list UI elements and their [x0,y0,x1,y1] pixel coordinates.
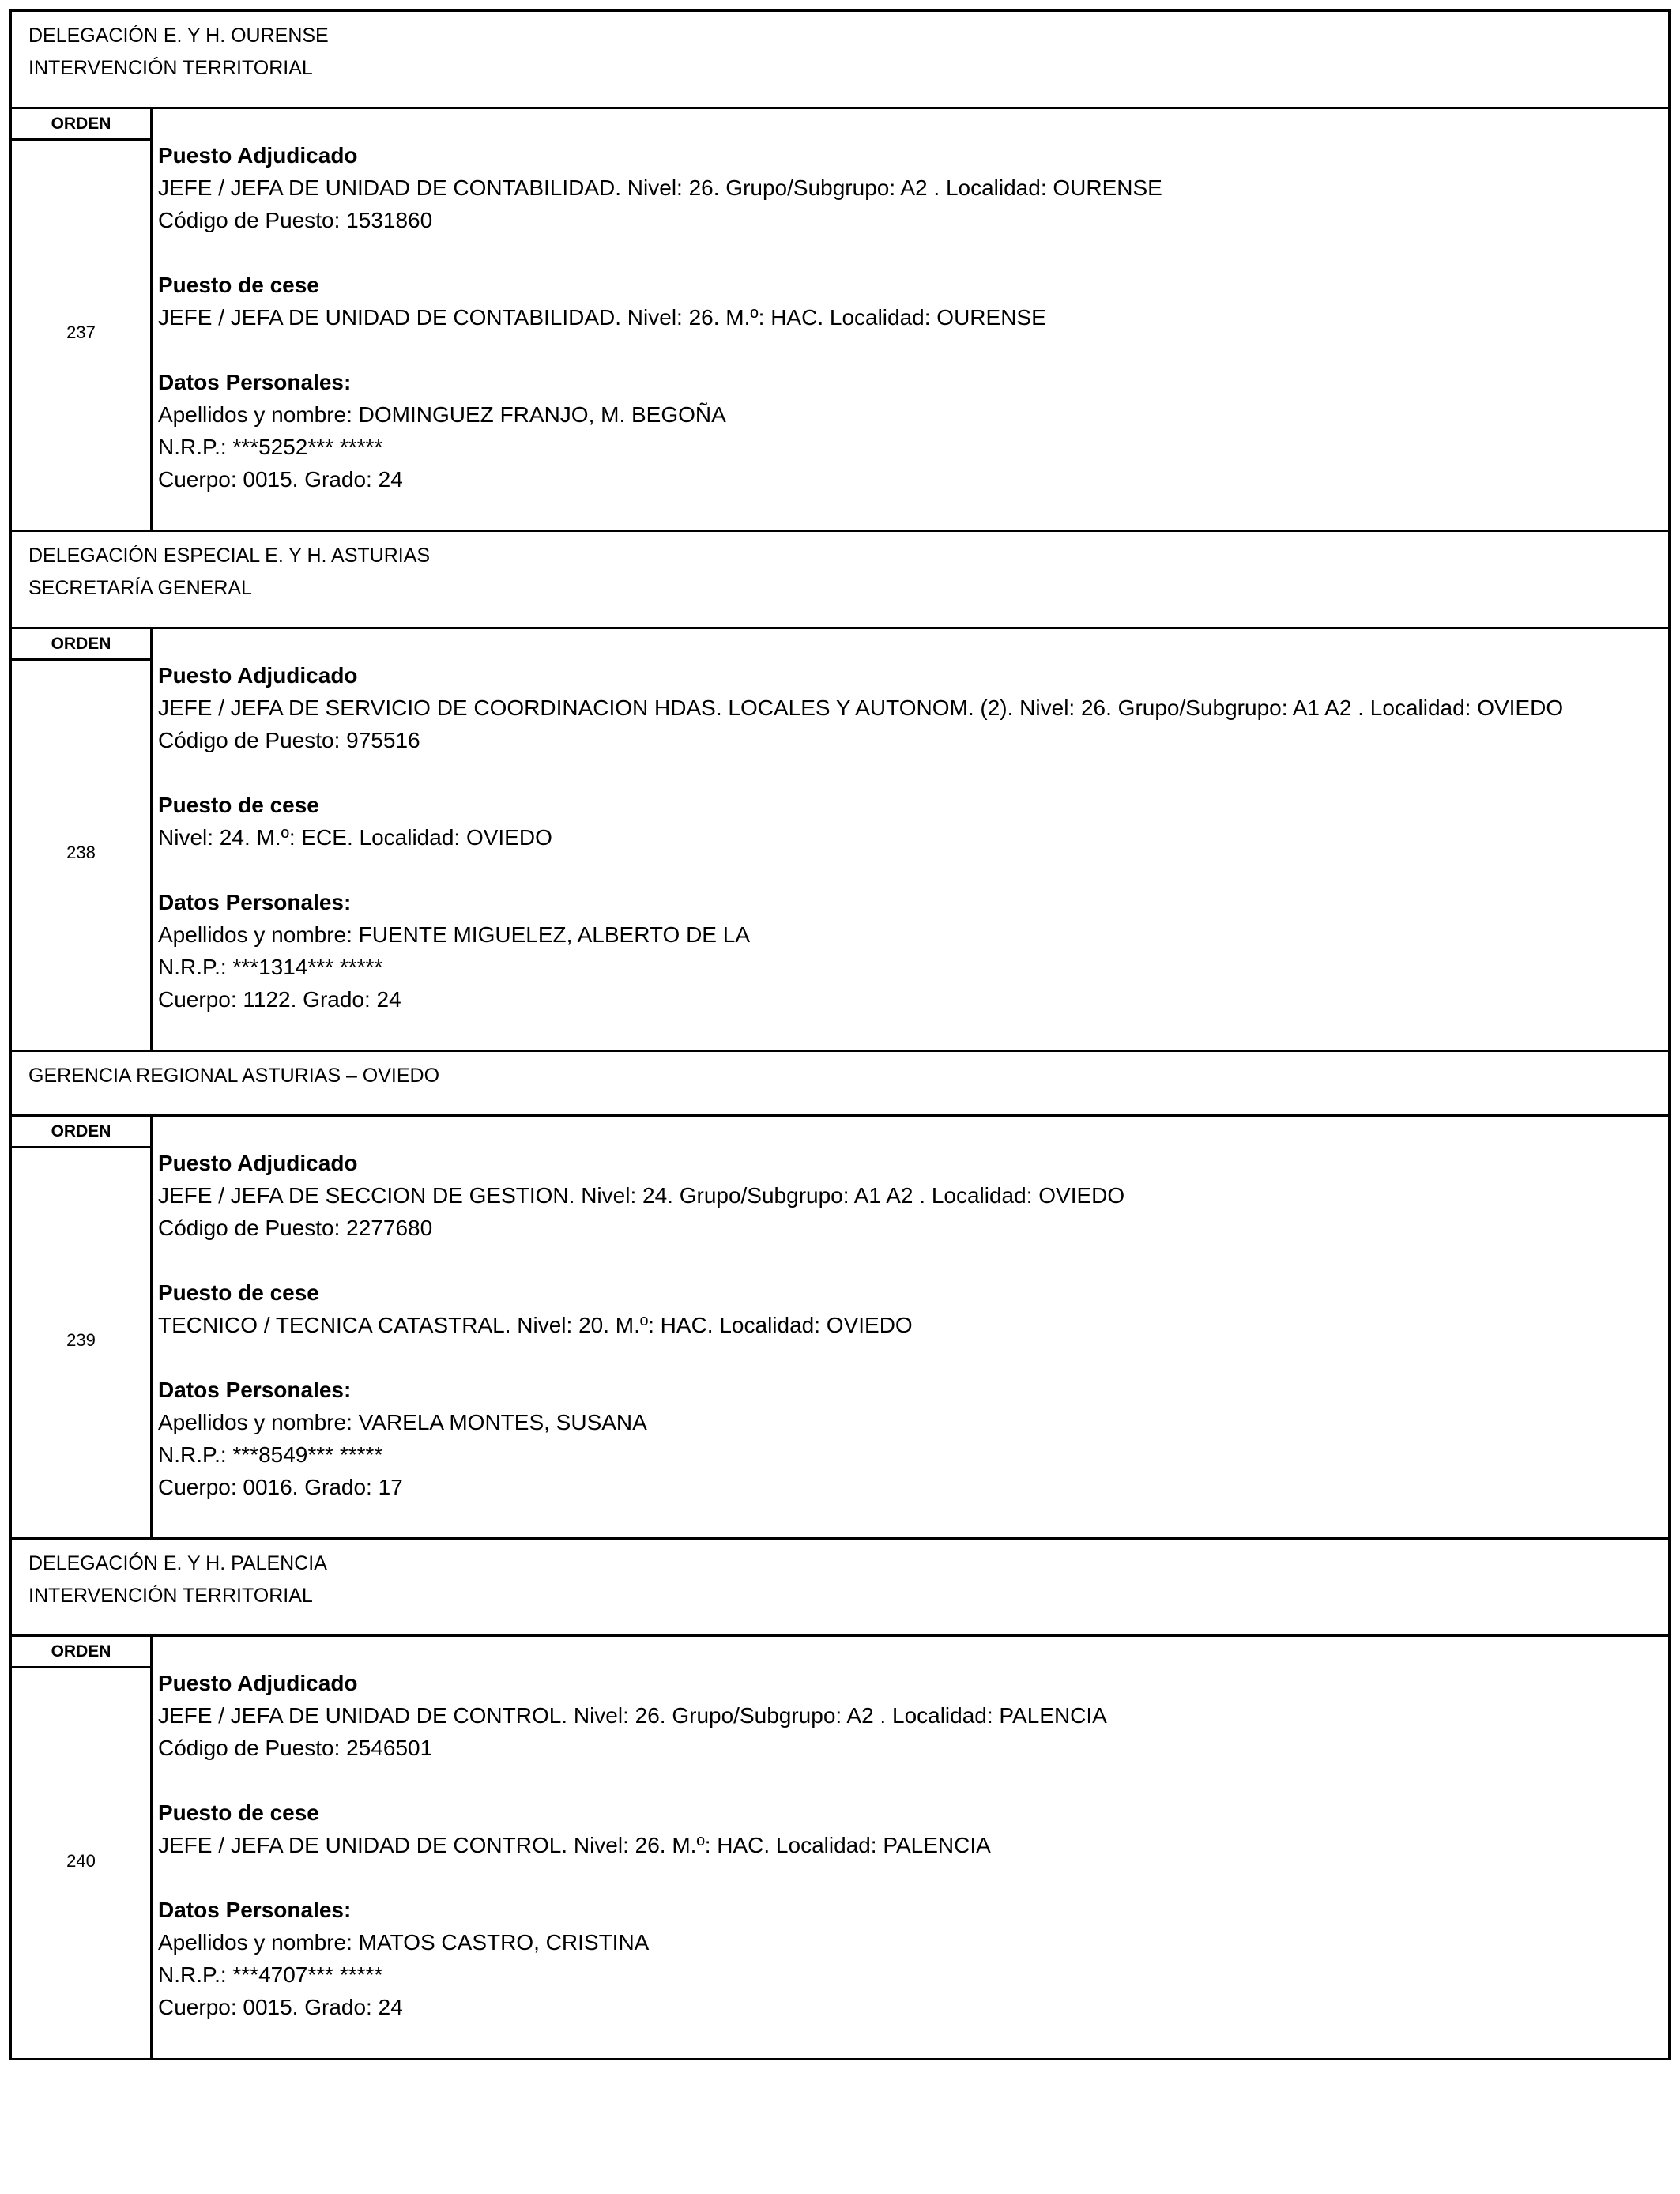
cese-heading: Puesto de cese [158,273,319,297]
adjudicado-heading: Puesto Adjudicado [158,1671,358,1695]
nombre-text: Apellidos y nombre: DOMINGUEZ FRANJO, M. BEGOÑA [158,402,726,427]
entry-details [153,1117,1668,1537]
cuerpo-text: Cuerpo: 0015. Grado: 24 [158,1995,403,2019]
orden-number: 237 [66,322,96,342]
datos-heading: Datos Personales: [158,1378,352,1402]
entry-row [12,629,1668,1052]
organization-name: DELEGACIÓN E. Y H. PALENCIA [28,1552,327,1574]
entry-row [12,1637,1668,2058]
orden-column [12,109,153,530]
cese-heading: Puesto de cese [158,1280,319,1305]
orden-label: ORDEN [12,109,150,141]
adjudicado-heading: Puesto Adjudicado [158,663,358,688]
codigo-text: Código de Puesto: 975516 [158,728,420,752]
organization-name: DELEGACIÓN ESPECIAL E. Y H. ASTURIAS [28,545,431,567]
cese-heading: Puesto de cese [158,793,319,817]
entry-details [153,629,1668,1050]
nrp-text: N.R.P.: ***1314*** ***** [158,955,383,979]
nombre-text: Apellidos y nombre: FUENTE MIGUELEZ, ALBERTO DE LA [158,922,750,947]
datos-heading: Datos Personales: [158,890,352,914]
entry-details [153,1637,1668,2058]
adjudicado-heading: Puesto Adjudicado [158,1151,358,1175]
department-name: INTERVENCIÓN TERRITORIAL [28,1585,313,1607]
cese-text: TECNICO / TECNICA CATASTRAL. Nivel: 20. M.º: HAC. Localidad: OVIEDO [158,1313,913,1337]
orden-column [12,629,153,1050]
orden-column [12,1637,153,2058]
orden-number: 239 [66,1330,96,1350]
cuerpo-text: Cuerpo: 1122. Grado: 24 [158,987,401,1012]
section-header [12,532,1668,629]
datos-heading: Datos Personales: [158,370,352,394]
orden-column [12,1117,153,1537]
nombre-text: Apellidos y nombre: MATOS CASTRO, CRISTINA [158,1930,650,1955]
cese-heading: Puesto de cese [158,1800,319,1825]
orden-number: 240 [66,1850,96,1871]
section-header [12,1540,1668,1637]
adjudicado-text: JEFE / JEFA DE UNIDAD DE CONTABILIDAD. Nivel: 26. Grupo/Subgrupo: A2 . Localidad: OURENSE [158,175,1162,200]
department-name: SECRETARÍA GENERAL [28,577,252,599]
entry-row [12,109,1668,532]
entry-details [153,109,1668,530]
cuerpo-text: Cuerpo: 0015. Grado: 24 [158,467,403,492]
nrp-text: N.R.P.: ***4707*** ***** [158,1962,383,1987]
organization-name: DELEGACIÓN E. Y H. OURENSE [28,25,329,47]
nrp-text: N.R.P.: ***5252*** ***** [158,435,383,459]
datos-heading: Datos Personales: [158,1898,352,1922]
orden-label: ORDEN [12,1117,150,1148]
orden-label: ORDEN [12,1637,150,1668]
department-name: INTERVENCIÓN TERRITORIAL [28,57,313,79]
organization-name: GERENCIA REGIONAL ASTURIAS – OVIEDO [28,1065,440,1087]
adjudicado-text: JEFE / JEFA DE SERVICIO DE COORDINACION HDAS. LOCALES Y AUTONOM. (2). Nivel: 26. Grupo/Subgrupo: A1 A2 . Localidad: OVIEDO [158,696,1564,720]
adjudicado-text: JEFE / JEFA DE UNIDAD DE CONTROL. Nivel: 26. Grupo/Subgrupo: A2 . Localidad: PALENCIA [158,1703,1107,1728]
cese-text: JEFE / JEFA DE UNIDAD DE CONTROL. Nivel: 26. M.º: HAC. Localidad: PALENCIA [158,1833,991,1857]
resolution-table [9,9,1671,2060]
cese-text: Nivel: 24. M.º: ECE. Localidad: OVIEDO [158,825,552,850]
adjudicado-text: JEFE / JEFA DE SECCION DE GESTION. Nivel: 24. Grupo/Subgrupo: A1 A2 . Localidad: OVIEDO [158,1183,1125,1208]
section-header [12,12,1668,109]
nombre-text: Apellidos y nombre: VARELA MONTES, SUSANA [158,1410,647,1434]
codigo-text: Código de Puesto: 1531860 [158,208,433,232]
orden-label: ORDEN [12,629,150,661]
adjudicado-heading: Puesto Adjudicado [158,143,358,168]
cuerpo-text: Cuerpo: 0016. Grado: 17 [158,1475,403,1499]
cese-text: JEFE / JEFA DE UNIDAD DE CONTABILIDAD. Nivel: 26. M.º: HAC. Localidad: OURENSE [158,305,1046,330]
orden-number: 238 [66,843,96,862]
nrp-text: N.R.P.: ***8549*** ***** [158,1442,383,1467]
codigo-text: Código de Puesto: 2277680 [158,1216,433,1240]
section-header [12,1052,1668,1117]
entry-row [12,1117,1668,1540]
codigo-text: Código de Puesto: 2546501 [158,1736,433,1760]
